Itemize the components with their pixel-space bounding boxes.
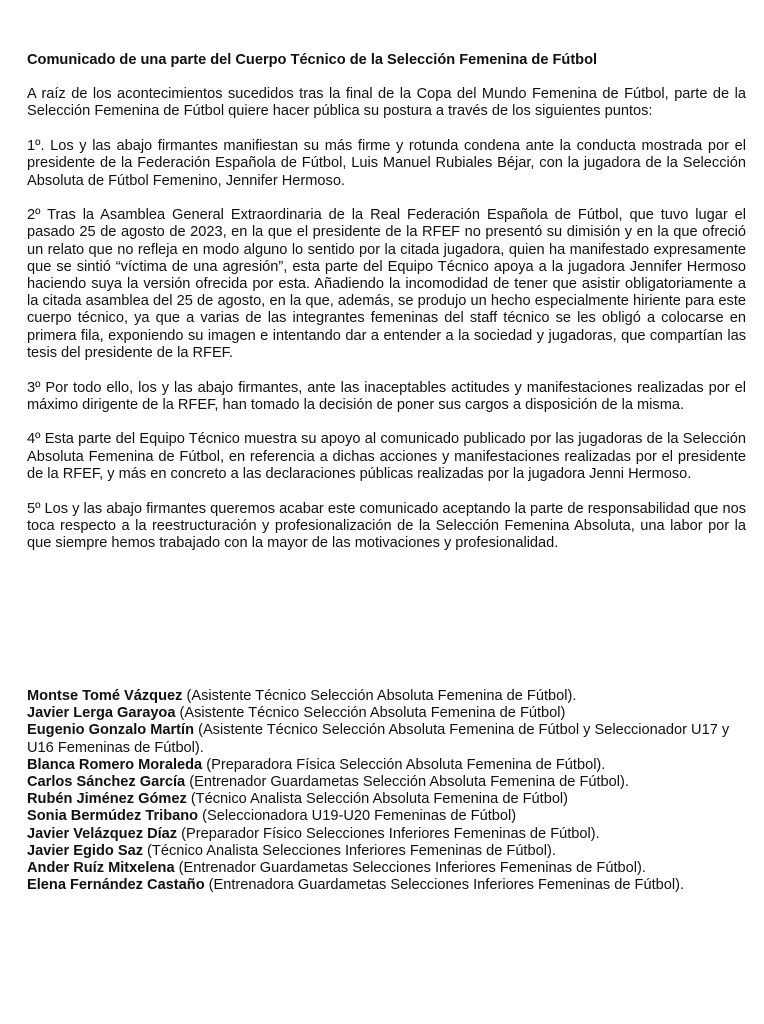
- signatory-entry: [27, 705, 746, 722]
- signatory-name: Sonia Bermúdez Tribano: [27, 808, 199, 825]
- signatory-name: Ander Ruíz Mitxelena: [27, 860, 175, 877]
- signatory-entry: [27, 757, 746, 774]
- signatory-name: Javier Egido Saz: [27, 842, 143, 859]
- signatory-entry: [27, 774, 746, 791]
- signatory-role: (Preparador Físico Selecciones Inferiores Femeninas de Fútbol).: [177, 825, 600, 842]
- point-2-paragraph: 2º Tras la Asamblea General Extraordinaria de la Real Federación Española de Fútbol, que tuvo lugar el pasado 25 de agosto de 2023, en la que el presidente de la RFEF no presentó su dimisión y en la que ofreció un relato que no refleja en modo alguno lo sentido por la citada jugadora, quien ha manifestado expresamente que se sintió “víctima de una agresión”, esta parte del Equipo Técnico apoya a la jugadora Jennifer Hermoso haciendo suya la versión ofrecida por esta. Añadiendo la incomodidad de tener que asistir obligatoriamente a la citada asamblea del 25 de agosto, en la que, además, se produjo un hecho especialmente hiriente para este cuerpo técnico, ya que a varias de las integrantes femeninas del staff técnico se les obligó a colocarse en primera fila, exponiendo su imagen e intentando dar a entender a la sociedad y jugadoras, que compartían las tesis del presidente de la RFEF.: [27, 207, 746, 361]
- signatory-name: Javier Lerga Garayoa: [27, 705, 176, 722]
- signatory-role: (Técnico Analista Selección Absoluta Femenina de Fútbol): [186, 791, 569, 808]
- point-1-paragraph: 1º. Los y las abajo firmantes manifiestan su más firme y rotunda condena ante la conducta mostrada por el presidente de la Federación Española de Fútbol, Luis Manuel Rubiales Béjar, con la jugadora de la Selección Absoluta de Fútbol Femenino, Jennifer Hermoso.: [27, 138, 746, 189]
- signatories-list: [27, 688, 746, 894]
- signatory-entry: [27, 791, 746, 808]
- signatory-name: Montse Tomé Vázquez: [27, 688, 183, 704]
- signatory-name: Carlos Sánchez García: [27, 774, 186, 791]
- signatory-name: Javier Velázquez Díaz: [27, 825, 178, 842]
- signatory-entry: [27, 722, 746, 756]
- signatory-entry: [27, 860, 746, 877]
- document-title: Comunicado de una parte del Cuerpo Técnico de la Selección Femenina de Fútbol: [27, 52, 598, 68]
- signatory-role: (Seleccionadora U19-U20 Femeninas de Fútbol): [198, 808, 517, 825]
- point-5-paragraph: 5º Los y las abajo firmantes queremos acabar este comunicado aceptando la parte de responsabilidad que nos toca respecto a la reestructuración y profesionalización de la Selección Femenina Absoluta, una labor por la que siempre hemos trabajado con la mayor de las motivaciones y profesionalidad.: [27, 500, 746, 551]
- point-4-paragraph: 4º Esta parte del Equipo Técnico muestra su apoyo al comunicado publicado por las jugadoras de la Selección Absoluta Femenina de Fútbol, en referencia a dichas acciones y manifestaciones realizadas por el presidente de la RFEF, y más en concreto a las declaraciones públicas realizadas por la jugadora Jenni Hermoso.: [27, 431, 746, 482]
- signatory-name: Elena Fernández Castaño: [27, 877, 205, 894]
- signatory-role: (Asistente Técnico Selección Absoluta Femenina de Fútbol y Seleccionador U17 y U16 Femeninas de Fútbol).: [27, 722, 730, 756]
- signatory-name: Rubén Jiménez Gómez: [27, 791, 187, 808]
- signatory-name: Eugenio Gonzalo Martín: [27, 722, 195, 739]
- signatory-role: (Asistente Técnico Selección Absoluta Femenina de Fútbol): [175, 705, 566, 722]
- signatory-entry: [27, 843, 746, 860]
- intro-paragraph: A raíz de los acontecimientos sucedidos tras la final de la Copa del Mundo Femenina de Fútbol, parte de la Selección Femenina de Fútbol quiere hacer pública su postura a través de los siguientes puntos:: [27, 86, 746, 120]
- signatory-role: (Técnico Analista Selecciones Inferiores Femeninas de Fútbol).: [143, 842, 556, 859]
- point-3-paragraph: 3º Por todo ello, los y las abajo firmantes, ante las inaceptables actitudes y manifestaciones realizadas por el máximo dirigente de la RFEF, han tomado la decisión de poner sus cargos a disposición de la misma.: [27, 379, 746, 413]
- signatory-role: (Asistente Técnico Selección Absoluta Femenina de Fútbol).: [182, 688, 577, 704]
- signatory-entry: [27, 877, 746, 894]
- signatory-role: (Preparadora Física Selección Absoluta Femenina de Fútbol).: [202, 756, 606, 773]
- signatory-name: Blanca Romero Moraleda: [27, 756, 203, 773]
- signatory-entry: [27, 826, 746, 843]
- signatory-role: (Entrenador Guardametas Selección Absoluta Femenina de Fútbol).: [185, 774, 629, 791]
- document-body: [27, 52, 746, 570]
- signatory-entry: [27, 688, 746, 705]
- signatory-role: (Entrenador Guardametas Selecciones Inferiores Femeninas de Fútbol).: [174, 860, 646, 877]
- signatory-entry: [27, 808, 746, 825]
- signatory-role: (Entrenadora Guardametas Selecciones Inferiores Femeninas de Fútbol).: [204, 877, 685, 894]
